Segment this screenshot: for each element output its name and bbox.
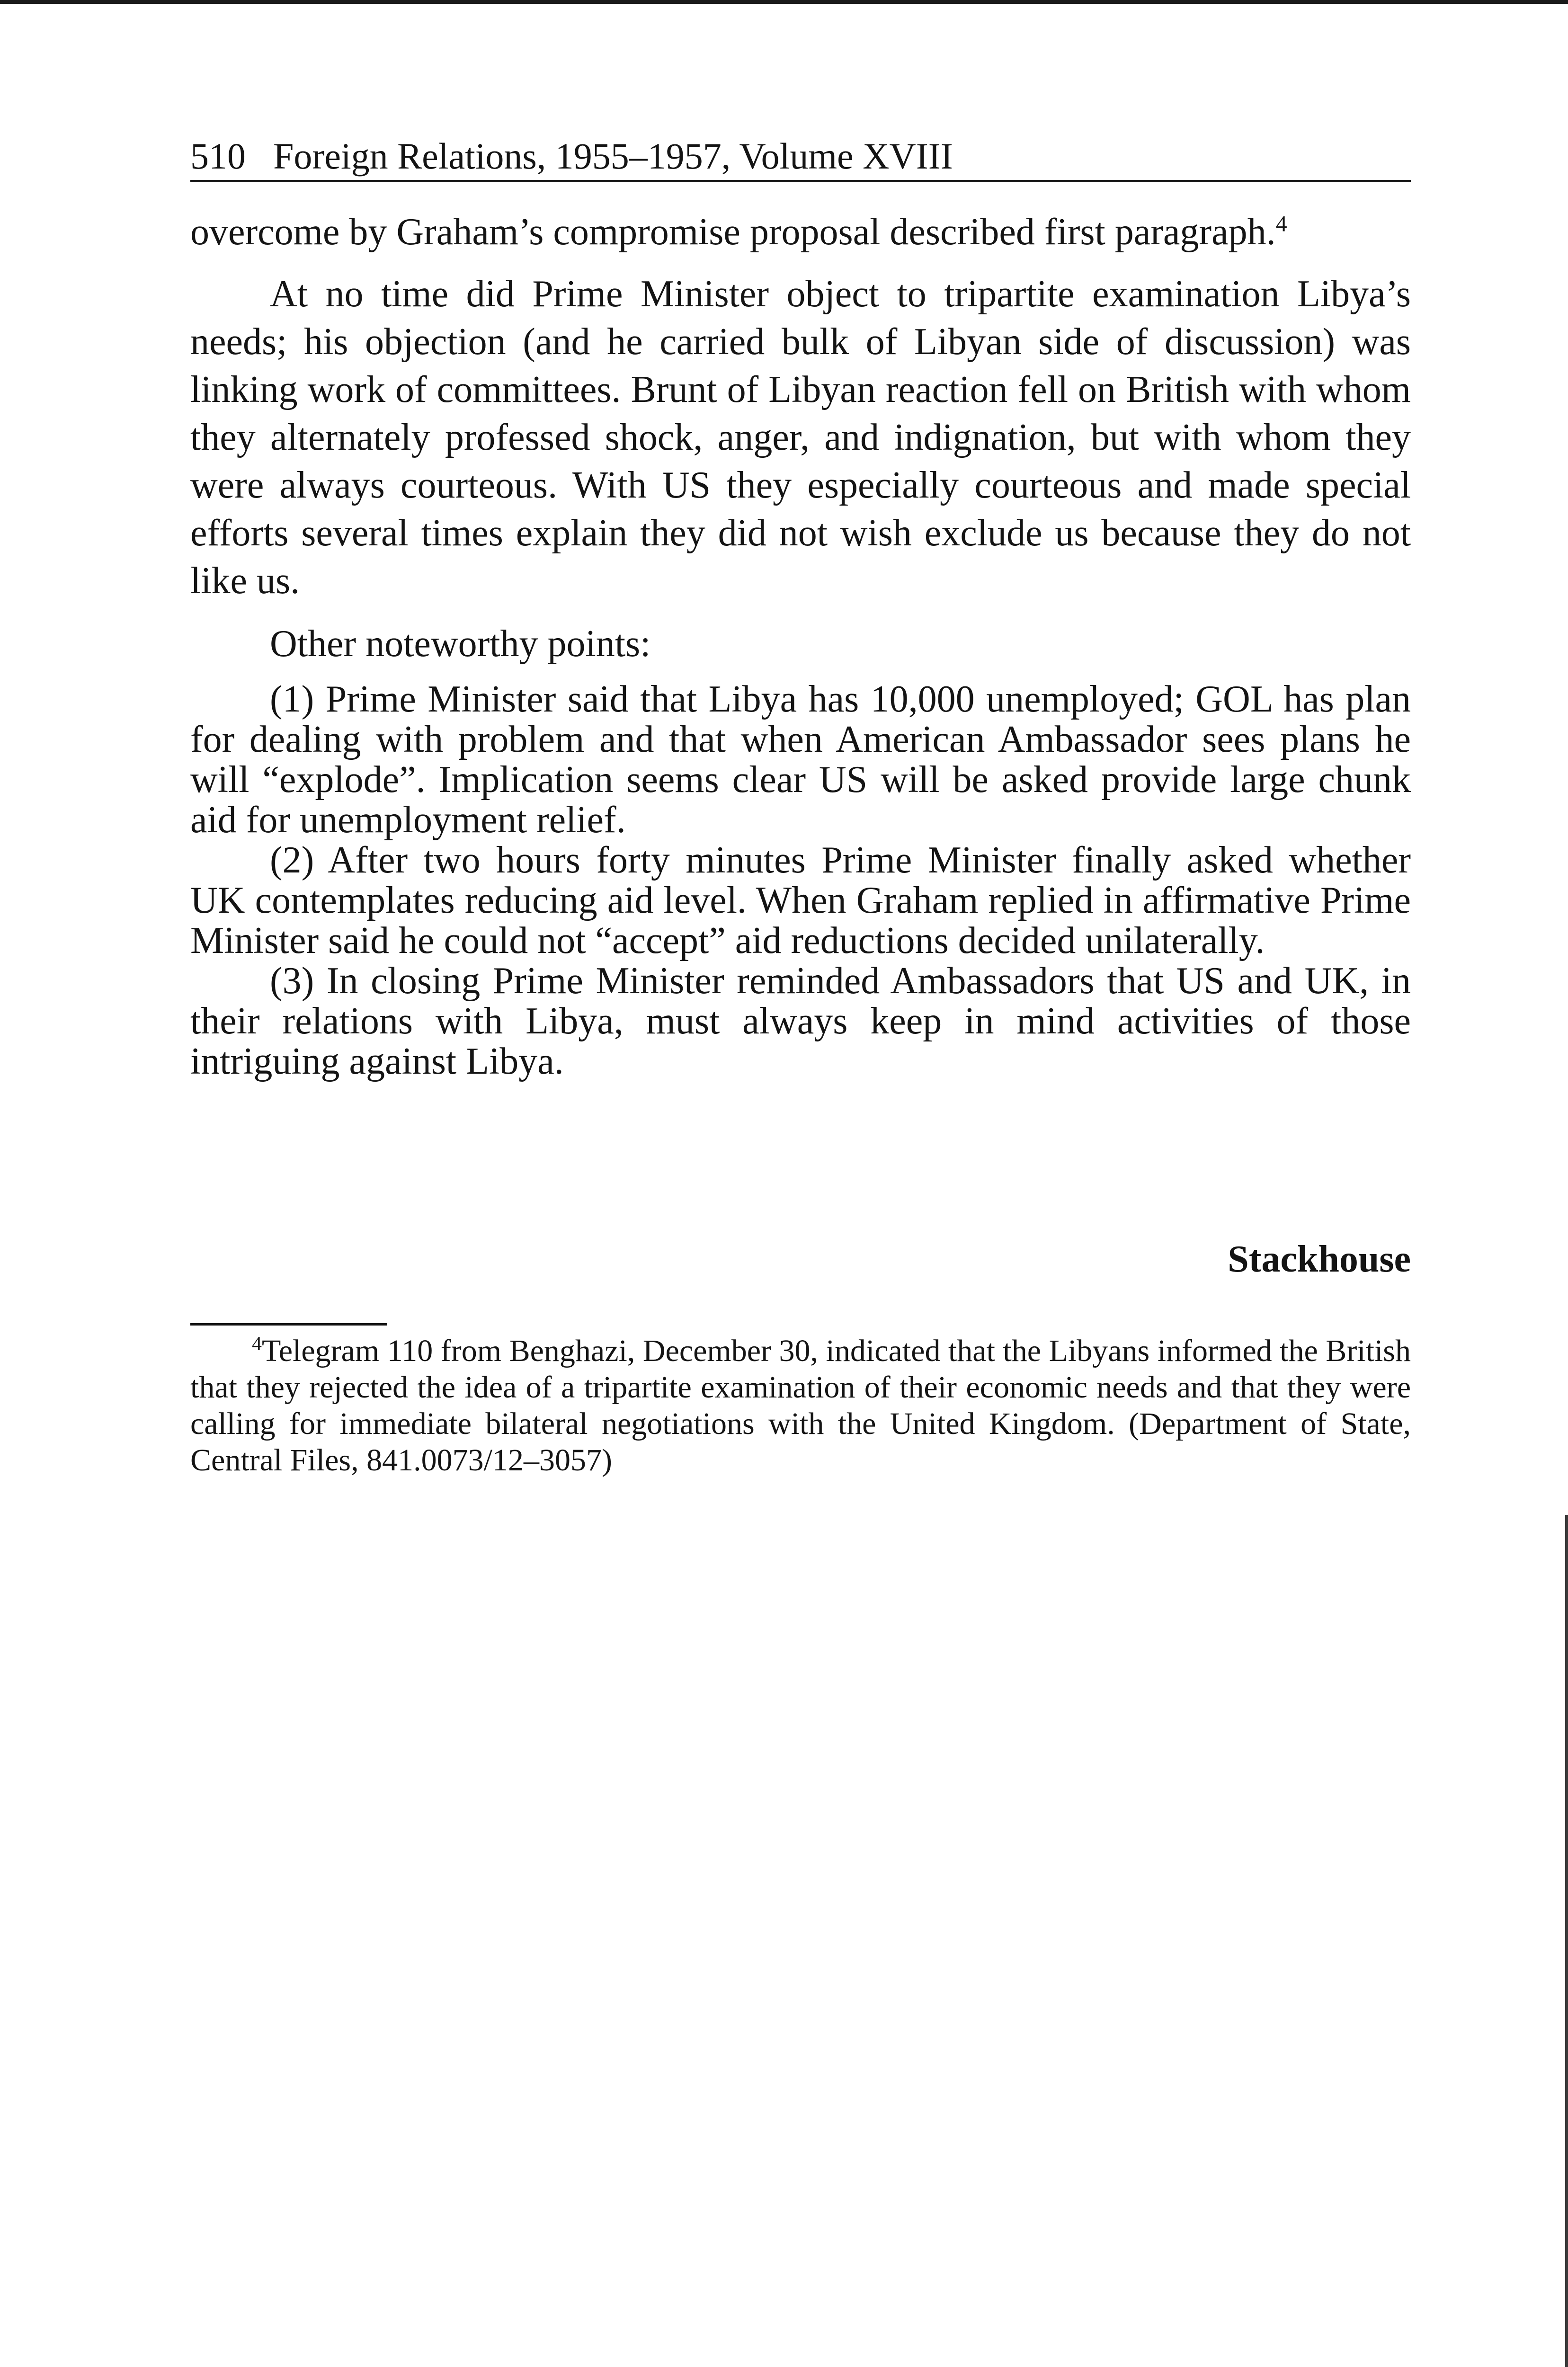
point-3: (3) In closing Prime Minister reminded Ambassadors that US and UK, in their relations with Libya, must always keep in mind activities of those intriguing against Libya.: [190, 960, 1411, 1082]
points-list: [190, 679, 1411, 1082]
running-header: [190, 133, 1411, 182]
point-2: (2) After two hours forty minutes Prime Minister finally asked whether UK contemplates reducing aid level. When Graham replied in affirmative Prime Minister said he could not “accept” aid reductions decided unilaterally.: [190, 839, 1411, 961]
scan-edge-top: [0, 0, 1568, 4]
continuation-text: overcome by Graham’s compromise proposal described first paragraph.: [190, 211, 1276, 253]
running-title: Foreign Relations, 1955–1957, Volume XVIII: [273, 135, 953, 177]
signature: Stackhouse: [1228, 1238, 1411, 1280]
footnote-text: Telegram 110 from Benghazi, December 30, indicated that the Libyans informed the British that they rejected the idea of a tripartite examination of their economic needs and that they were calling for immediate bilateral negotiations with the United Kingdom. (Department of State, Central Files, 841.0073/12–3057): [190, 1334, 1411, 1477]
footnote-divider: [190, 1323, 387, 1326]
paragraph-prime-minister-objection: At no time did Prime Minister object to tripartite examination Libya’s needs; his objection (and he carried bulk of Libyan side of discussion) was linking work of committees. Brunt of Libyan reaction fell on British with whom they alternately professed shock, anger, and indignation, but with whom they were always courteous. With US they especially courteous and made special efforts several times explain they did not wish exclude us because they do not like us.: [190, 273, 1411, 602]
body-text: [190, 208, 1411, 1082]
scan-edge-right: [1565, 1515, 1568, 2367]
paragraph-noteworthy-points: Other noteworthy points:: [270, 623, 651, 665]
footnote: [190, 1333, 1411, 1478]
footnote-reference: 4: [1275, 211, 1287, 237]
point-1: (1) Prime Minister said that Libya has 10,000 unemployed; GOL has plan for dealing with problem and that when American Ambassador sees plans he will “explode”. Implication seems clear US will be asked provide large chunk aid for unemployment relief.: [190, 678, 1411, 841]
continuation-paragraph: [190, 208, 1411, 256]
footnote-marker: 4: [252, 1333, 262, 1355]
page-number: 510: [190, 135, 246, 177]
